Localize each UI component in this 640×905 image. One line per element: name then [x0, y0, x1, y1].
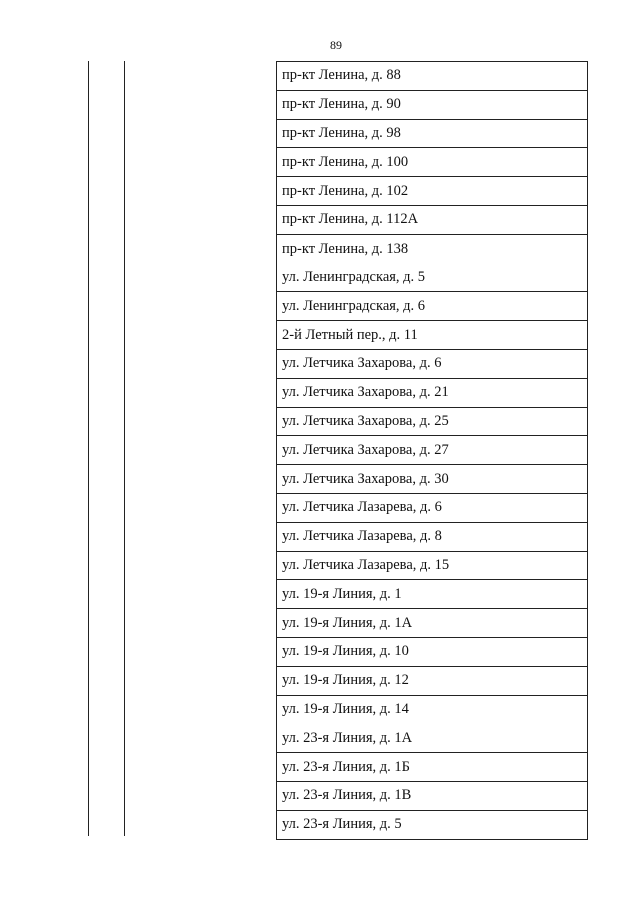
address-row: ул. 19-я Линия, д. 14	[282, 701, 409, 718]
address-row: пр-кт Ленина, д. 138	[282, 240, 409, 257]
address-row: ул. 23-я Линия, д. 1Б	[277, 753, 587, 782]
address-row: пр-кт Ленина, д. 100	[277, 148, 587, 177]
address-row: 2-й Летный пер., д. 11	[277, 321, 587, 350]
address-row: пр-кт Ленина, д. 90	[277, 91, 587, 120]
address-row: ул. 23-я Линия, д. 1В	[277, 782, 587, 811]
address-row: ул. 19-я Линия, д. 1А	[277, 609, 587, 638]
address-row: пр-кт Ленина, д. 98	[277, 120, 587, 149]
address-row: пр-кт Ленина, д. 88	[277, 62, 587, 91]
address-row: ул. Летчика Захарова, д. 25	[277, 408, 587, 437]
address-row: ул. Ленинградская, д. 5	[277, 264, 587, 293]
address-row: пр-кт Ленина, д. 102	[277, 177, 587, 206]
address-row: ул. Летчика Лазарева, д. 15	[277, 552, 587, 581]
address-row: ул. Летчика Захарова, д. 21	[277, 379, 587, 408]
page-number: 89	[330, 38, 342, 52]
address-row: ул. 19-я Линия, д. 10	[277, 638, 587, 667]
table-column-divider	[124, 61, 125, 836]
address-row: ул. 23-я Линия, д. 1А	[277, 724, 587, 753]
address-row: ул. Летчика Лазарева, д. 6	[277, 494, 587, 523]
address-row: ул. 23-я Линия, д. 5	[277, 811, 587, 840]
address-row: пр-кт Ленина, д. 112А	[277, 206, 587, 235]
table-left-border	[88, 61, 89, 836]
address-row: ул. 19-я Линия, д. 12	[277, 667, 587, 696]
address-row: ул. Летчика Лазарева, д. 8	[277, 523, 587, 552]
address-row: ул. 19-я Линия, д. 1	[277, 580, 587, 609]
address-row: ул. Летчика Захарова, д. 30	[277, 465, 587, 494]
address-table	[276, 61, 588, 840]
address-row: ул. Летчика Захарова, д. 27	[277, 436, 587, 465]
address-row: ул. Летчика Захарова, д. 6	[277, 350, 587, 379]
address-row: ул. Ленинградская, д. 6	[277, 292, 587, 321]
